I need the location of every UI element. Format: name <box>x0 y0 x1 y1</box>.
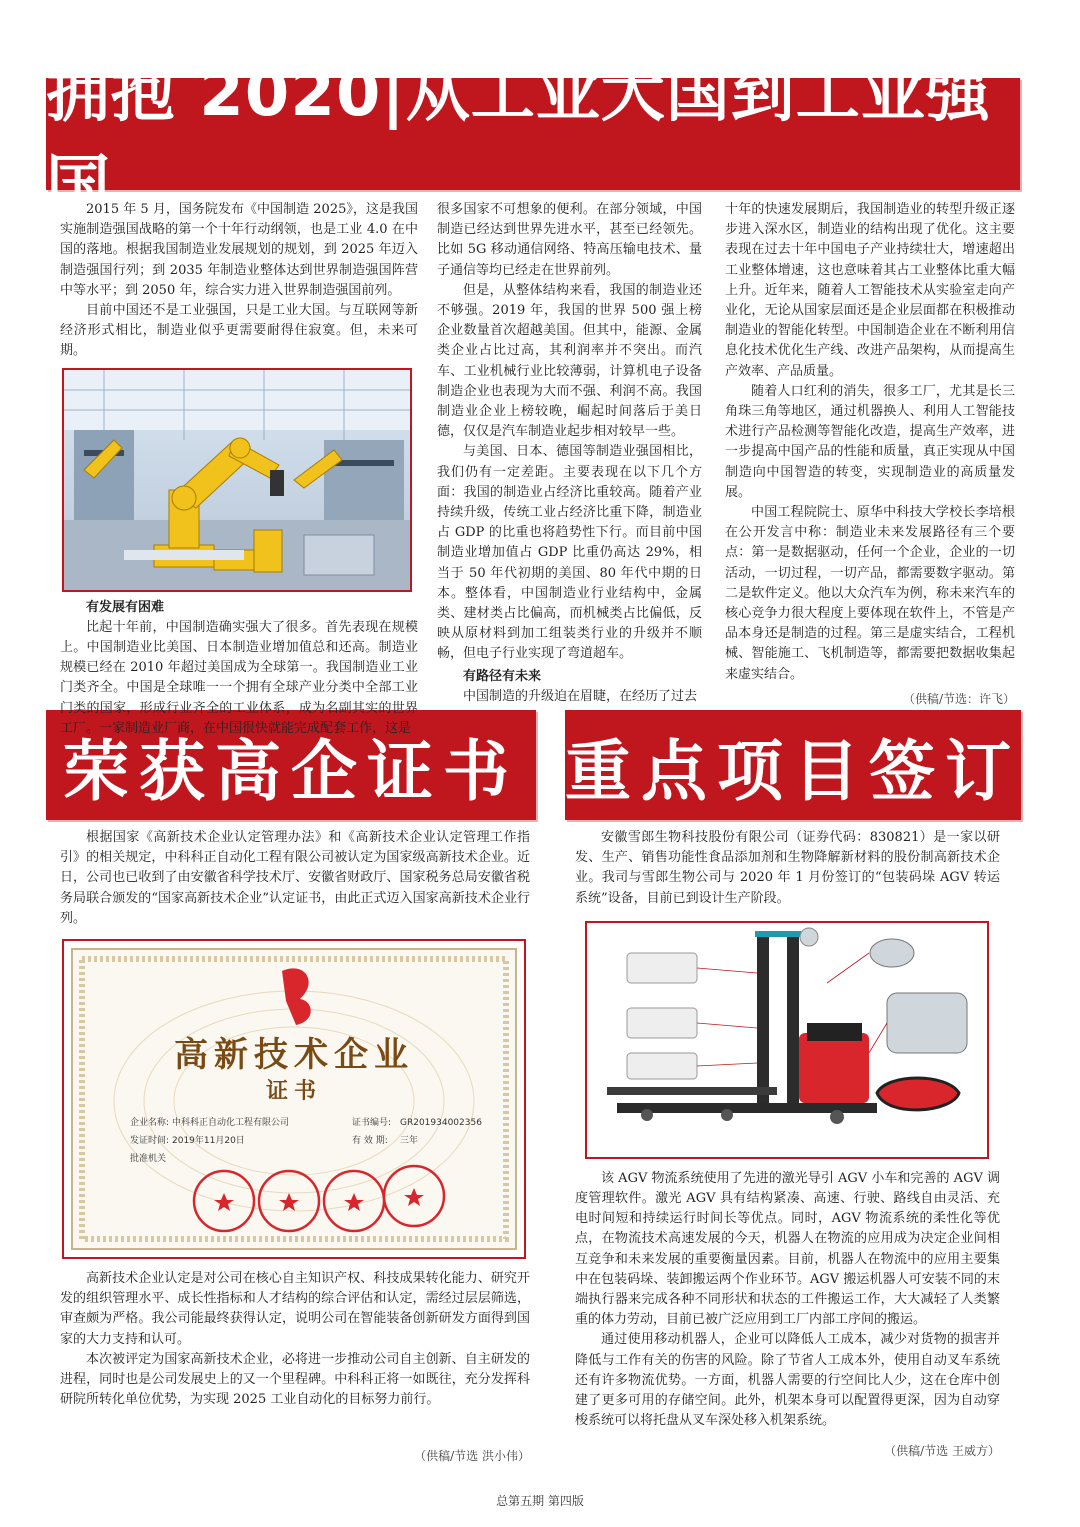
cert-number: GR201934002356 <box>400 1118 482 1129</box>
section-heading-future: 有路径有未来 <box>463 668 542 684</box>
headline-right: 重点项目签订 <box>565 710 1021 820</box>
cert-valid: 三年 <box>400 1136 419 1147</box>
paragraph: 十年的快速发展期后，我国制造业的转型升级正逐步进入深水区，制造业的结构出现了优化。这主要表现在过去十年中国电子产业持续壮大，增速超出工业整体增速，这也意味着其占工业整体比重大幅上升。近年来，随着人工智能技术从实验室走向产业化，无论从国家层面还是企业层面都在积极推动制造业的智能化转型。中国制造企业在不断利用信息化技术优化生产线、改进产品架构，从而提高生产效率、产品质量。 <box>725 202 1015 379</box>
agv-forklift-image <box>585 921 989 1159</box>
paragraph: 目前中国还不是工业强国，只是工业大国。与互联网等新经济形式相比，制造业似乎更需要耐得住寂寞。但，未来可期。 <box>60 303 418 359</box>
agv-forklift-illustration <box>587 923 987 1157</box>
article3-column <box>575 828 1000 1462</box>
headline-left: 荣获高企证书 <box>46 710 536 820</box>
article2-credit: （供稿/节选 洪小伟） <box>414 1449 530 1464</box>
article1-column-3 <box>725 200 1015 709</box>
paragraph: 中国工程院院士、原华中科技大学校长李培根在公开发言中称：制造业未来发展路径有三个要点：第一是数据驱动，任何一个企业，企业的一切活动，一切过程，一切产品，都需要数字驱动。第二是软件定义。他以大众汽车为例，称未来汽车的核心竞争力很大程度上要体现在软件上，不管是产品本身还是制造的过程。第三是虚实结合，工程机械、智能施工、飞机制造等，都需要把数据收集起来虚实结合。 <box>725 505 1015 682</box>
factory-robot-photo <box>62 368 412 592</box>
paragraph: 中国制造的升级迫在眉睫，在经历了过去 <box>463 688 698 704</box>
headline-top: 拥抱 2020|从工业大国到工业强国 <box>46 78 1020 190</box>
cert-company: 中科科正自动化工程有限公司 <box>172 1118 290 1129</box>
cert-date: 2019年11月20日 <box>172 1136 245 1147</box>
paragraph: 很多国家不可想象的便利。在部分领域，中国制造已经达到世界先进水平，甚至已经领先。比如 5G 移动通信网络、特高压输电技术、量子通信等均已经走在世界前列。 <box>437 202 702 278</box>
cert-valid-label: 有 效 期: <box>352 1136 388 1147</box>
section-heading-development: 有发展有困难 <box>86 599 165 615</box>
paragraph: 高新技术企业认定是对公司在核心自主知识产权、科技成果转化能力、研究开发的组织管理水平、成长性指标和人才结构的综合评估和认定，需经过层层筛选，审查颇为严格。我公司能最终获得认定，说明公司在智能装备创新研发方面得到国家的大力支持和认可。 <box>60 1271 530 1347</box>
paragraph: 随着人口红利的消失，很多工厂，尤其是长三角珠三角等地区，通过机器换人、利用人工智能技术进行产品检测等智能化改造，提高生产效率，进一步提高中国产品的性能和质量，真正实现从中国制造向中国智造的转变，实现制造业的高质量发展。 <box>725 383 1015 500</box>
article1-credit: （供稿/节选：许飞） <box>902 691 1015 706</box>
robot-arm-illustration <box>64 370 410 590</box>
paragraph: 通过使用移动机器人，企业可以降低人工成本，减少对货物的损害并降低与工作有关的伤害的风险。除了节省人工成本外，使用自动叉车系统还有许多物流优势。一方面，机器人需要的行空间比人少，这在仓库中创建了更多可用的存储空间。此外，机架本身可以配置得更深，因为自动穿梭系统可以将托盘从叉车深处移入机架系统。 <box>575 1332 1000 1429</box>
paragraph: 根据国家《高新技术企业认定管理办法》和《高新技术企业认定管理工作指引》的相关规定，中科科正自动化工程有限公司被认定为国家级高新技术企业。近日，公司也已收到了由安徽省科学技术厅、安徽省财政厅、国家税务总局安徽省税务局联合颁发的“国家高新技术企业”认定证书，由此正式迈入国家高新技术企业行列。 <box>60 830 530 926</box>
paragraph: 本次被评定为国家高新技术企业，必将进一步推动公司自主创新、自主研发的进程，同时也是公司发展史上的又一个里程碑。中科科正将一如既往，充分发挥科研院所转化单位优势，为实现 2025 工业自动化的目标努力前行。 <box>60 1351 530 1408</box>
article2-column <box>60 828 530 1467</box>
paragraph: 安徽雪郎生物科技股份有限公司（证券代码：830821）是一家以研发、生产、销售功能性食品添加剂和生物降解新材料的股份制高新技术企业。我司与雪郎生物公司与 2020 年 1 月份签订的“包装码垛 AGV 转运系统”设备，目前已到设计生产阶段。 <box>575 830 1000 906</box>
cert-date-label: 发证时间: <box>130 1136 170 1147</box>
certificate-subtitle: 证书 <box>265 1079 323 1105</box>
cert-issuer-label: 批准机关 <box>130 1154 167 1165</box>
certificate-image <box>62 939 526 1259</box>
page-footer: 总第五期 第四版 <box>496 1494 584 1508</box>
paragraph: 比起十年前，中国制造确实强大了很多。首先表现在规模上。中国制造业比美国、日本制造业增加值总和还高。制造业规模已经在 2010 年超过美国成为全球第一。我国制造业工业门类齐全。中国是全球唯一一个拥有全球产业分类中全部工业门类的国家，形成行业齐全的工业体系，成为名副其实的世界工厂。一家制造业厂商，在中国很快就能完成配套工作，这是 <box>60 619 418 736</box>
paragraph: 但是，从整体结构来看，我国的制造业还不够强。2019 年，我国的世界 500 强上榜企业数量首次超越美国。但其中，能源、金属类企业占比过高，其利润率并不突出。而汽车、工业机械行业比较薄弱，计算机电子设备制造企业也表现为大而不强、利润不高。我国制造业企业上榜较晚，崛起时间落后于美日德，仅仅是汽车制造业起步相对较早一些。 <box>437 282 702 440</box>
cert-company-label: 企业名称: <box>130 1118 170 1129</box>
certificate-illustration <box>64 941 524 1257</box>
paragraph: 2015 年 5 月，国务院发布《中国制造 2025》，这是我国实施制造强国战略的第一个十年行动纲领，也是工业 4.0 在中国的落地。根据我国制造业发展规划的规划，到 2025 年迈入制造强国行列；到 2035 年制造业整体达到世界制造强国阵营中等水平；到 2050 年，综合实力进入世界制造强国前列。 <box>60 202 418 298</box>
article1-column-2 <box>437 200 702 707</box>
paragraph: 与美国、日本、德国等制造业强国相比，我们仍有一定差距。主要表现在以下几个方面：我国的制造业占经济比重较高。随着产业持续升级，传统工业占经济比重下降，制造业占 GDP 的比重也将趋势性下行。而目前中国制造业增加值占 GDP 比重仍高达 29%，相当于 50 年代初期的美国、80 年代中期的日本。整体看，中国制造业行业结构中，金属类、建材类占比偏高，而机械类占比偏低，反映从原材料到加工组装类行业的升级并不顺畅，但电子行业实现了弯道超车。 <box>437 444 702 662</box>
paragraph: 该 AGV 物流系统使用了先进的激光导引 AGV 小车和完善的 AGV 调度管理软件。激光 AGV 具有结构紧凑、高速、行驶、路线自由灵活、充电时间短和持续运行时间长等优点。同时，AGV 物流系统的柔性化等优点，在物流技术高速发展的今天，机器人在物流的应用成为决定企业间相互竞争和未来发展的重要衡量因素。目前，机器人在物流中的应用主要集中在包装码垛、装卸搬运两个作业环节。AGV 搬运机器人可安装不同的末端执行器来完成各种不同形状和状态的工件搬运工作，大大减轻了人类繁重的体力劳动，目前已被广泛应用到工厂内部工序间的搬运。 <box>575 1170 1000 1328</box>
certificate-title: 高新技术企业 <box>174 1035 414 1076</box>
cert-number-label: 证书编号: <box>352 1118 392 1129</box>
article1-column-1 <box>60 200 418 739</box>
article3-credit: （供稿/节选 王威方） <box>884 1444 1000 1459</box>
